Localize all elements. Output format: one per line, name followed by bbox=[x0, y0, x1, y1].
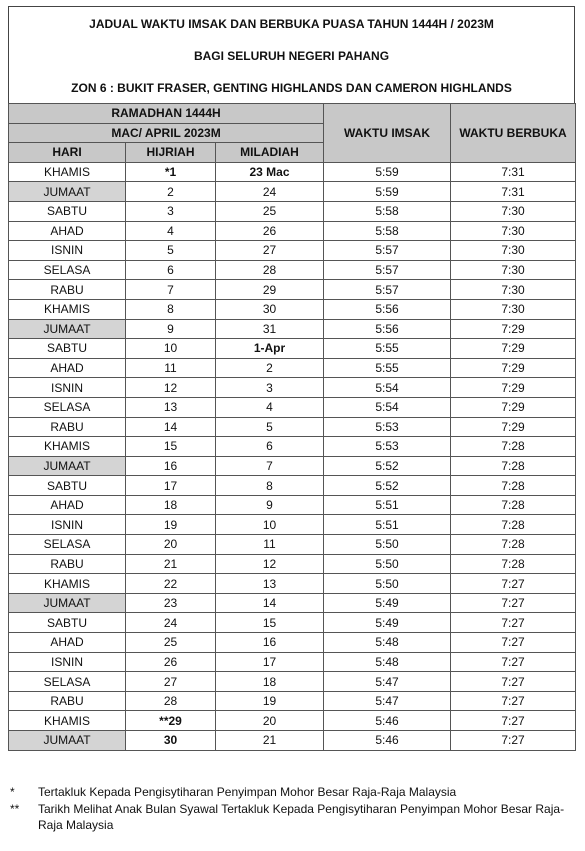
cell-hari: SELASA bbox=[9, 260, 126, 280]
cell-miladiah: 2 bbox=[216, 358, 324, 378]
cell-hijriah: 19 bbox=[126, 515, 216, 535]
title-line-1: JADUAL WAKTU IMSAK DAN BERBUKA PUASA TAHUN 1444H / 2023M bbox=[89, 17, 494, 31]
cell-hijriah: 22 bbox=[126, 574, 216, 594]
cell-miladiah: 15 bbox=[216, 613, 324, 633]
cell-waktu-imsak: 5:59 bbox=[324, 182, 451, 202]
cell-waktu-berbuka: 7:30 bbox=[451, 280, 576, 300]
table-row bbox=[9, 319, 576, 339]
cell-miladiah: 9 bbox=[216, 495, 324, 515]
cell-hijriah: 20 bbox=[126, 535, 216, 555]
cell-waktu-berbuka: 7:29 bbox=[451, 339, 576, 359]
cell-waktu-imsak: 5:52 bbox=[324, 456, 451, 476]
cell-waktu-imsak: 5:51 bbox=[324, 495, 451, 515]
cell-waktu-berbuka: 7:30 bbox=[451, 241, 576, 261]
table-row bbox=[9, 260, 576, 280]
cell-waktu-imsak: 5:53 bbox=[324, 417, 451, 437]
table-row bbox=[9, 574, 576, 594]
title-block bbox=[8, 6, 575, 103]
table-row bbox=[9, 652, 576, 672]
cell-hari: JUMAAT bbox=[9, 182, 126, 202]
cell-hijriah: 2 bbox=[126, 182, 216, 202]
header-month: MAC/ APRIL 2023M bbox=[9, 123, 324, 143]
cell-miladiah: 7 bbox=[216, 456, 324, 476]
footnote-1 bbox=[10, 784, 575, 801]
cell-waktu-berbuka: 7:28 bbox=[451, 437, 576, 457]
cell-waktu-imsak: 5:54 bbox=[324, 378, 451, 398]
cell-waktu-imsak: 5:51 bbox=[324, 515, 451, 535]
table-row bbox=[9, 495, 576, 515]
cell-hijriah: *1 bbox=[126, 162, 216, 182]
cell-miladiah: 17 bbox=[216, 652, 324, 672]
cell-waktu-berbuka: 7:27 bbox=[451, 593, 576, 613]
header-waktu-berbuka: WAKTU BERBUKA bbox=[451, 104, 576, 163]
cell-waktu-imsak: 5:58 bbox=[324, 221, 451, 241]
cell-waktu-berbuka: 7:30 bbox=[451, 221, 576, 241]
table-row bbox=[9, 437, 576, 457]
cell-hijriah: 6 bbox=[126, 260, 216, 280]
cell-hijriah: 5 bbox=[126, 241, 216, 261]
cell-hari: KHAMIS bbox=[9, 162, 126, 182]
cell-hijriah: 16 bbox=[126, 456, 216, 476]
header-hari: HARI bbox=[9, 143, 126, 163]
cell-hijriah: 30 bbox=[126, 731, 216, 751]
cell-waktu-berbuka: 7:28 bbox=[451, 456, 576, 476]
table-row bbox=[9, 339, 576, 359]
cell-hijriah: 28 bbox=[126, 691, 216, 711]
cell-miladiah: 11 bbox=[216, 535, 324, 555]
cell-hijriah: 23 bbox=[126, 593, 216, 613]
cell-hijriah: 13 bbox=[126, 397, 216, 417]
cell-miladiah: 3 bbox=[216, 378, 324, 398]
cell-hari: KHAMIS bbox=[9, 711, 126, 731]
cell-waktu-berbuka: 7:29 bbox=[451, 378, 576, 398]
cell-miladiah: 23 Mac bbox=[216, 162, 324, 182]
cell-waktu-berbuka: 7:31 bbox=[451, 162, 576, 182]
title-line-2: BAGI SELURUH NEGERI PAHANG bbox=[193, 49, 390, 63]
cell-miladiah: 4 bbox=[216, 397, 324, 417]
cell-waktu-imsak: 5:53 bbox=[324, 437, 451, 457]
cell-miladiah: 6 bbox=[216, 437, 324, 457]
cell-waktu-imsak: 5:49 bbox=[324, 593, 451, 613]
cell-waktu-berbuka: 7:28 bbox=[451, 554, 576, 574]
cell-miladiah: 31 bbox=[216, 319, 324, 339]
cell-waktu-berbuka: 7:28 bbox=[451, 535, 576, 555]
cell-miladiah: 27 bbox=[216, 241, 324, 261]
table-body bbox=[9, 162, 576, 750]
cell-waktu-imsak: 5:46 bbox=[324, 731, 451, 751]
cell-waktu-imsak: 5:47 bbox=[324, 672, 451, 692]
cell-miladiah: 19 bbox=[216, 691, 324, 711]
timetable bbox=[8, 103, 576, 751]
cell-waktu-imsak: 5:57 bbox=[324, 280, 451, 300]
cell-waktu-imsak: 5:50 bbox=[324, 535, 451, 555]
cell-hari: SABTU bbox=[9, 201, 126, 221]
cell-waktu-imsak: 5:57 bbox=[324, 260, 451, 280]
cell-waktu-imsak: 5:48 bbox=[324, 633, 451, 653]
cell-hijriah: **29 bbox=[126, 711, 216, 731]
cell-miladiah: 8 bbox=[216, 476, 324, 496]
cell-hijriah: 18 bbox=[126, 495, 216, 515]
cell-hari: AHAD bbox=[9, 358, 126, 378]
cell-waktu-berbuka: 7:29 bbox=[451, 358, 576, 378]
footnote-marker: * bbox=[10, 785, 15, 799]
cell-hijriah: 3 bbox=[126, 201, 216, 221]
cell-miladiah: 30 bbox=[216, 299, 324, 319]
cell-waktu-imsak: 5:54 bbox=[324, 397, 451, 417]
cell-hijriah: 27 bbox=[126, 672, 216, 692]
cell-hari: ISNIN bbox=[9, 652, 126, 672]
cell-waktu-imsak: 5:50 bbox=[324, 574, 451, 594]
cell-hijriah: 15 bbox=[126, 437, 216, 457]
cell-waktu-berbuka: 7:27 bbox=[451, 711, 576, 731]
cell-hijriah: 14 bbox=[126, 417, 216, 437]
cell-hari: RABU bbox=[9, 691, 126, 711]
table-row bbox=[9, 299, 576, 319]
cell-hari: AHAD bbox=[9, 633, 126, 653]
cell-waktu-imsak: 5:59 bbox=[324, 162, 451, 182]
cell-hari: SABTU bbox=[9, 476, 126, 496]
cell-waktu-imsak: 5:57 bbox=[324, 241, 451, 261]
cell-miladiah: 29 bbox=[216, 280, 324, 300]
cell-waktu-berbuka: 7:30 bbox=[451, 299, 576, 319]
table-row bbox=[9, 535, 576, 555]
cell-hari: SABTU bbox=[9, 339, 126, 359]
cell-miladiah: 20 bbox=[216, 711, 324, 731]
cell-miladiah: 18 bbox=[216, 672, 324, 692]
cell-waktu-berbuka: 7:27 bbox=[451, 633, 576, 653]
header-hijriah: HIJRIAH bbox=[126, 143, 216, 163]
cell-hari: KHAMIS bbox=[9, 574, 126, 594]
table-row bbox=[9, 672, 576, 692]
table-row bbox=[9, 397, 576, 417]
table-row bbox=[9, 731, 576, 751]
cell-hijriah: 10 bbox=[126, 339, 216, 359]
cell-waktu-imsak: 5:46 bbox=[324, 711, 451, 731]
cell-miladiah: 10 bbox=[216, 515, 324, 535]
cell-hari: SELASA bbox=[9, 535, 126, 555]
cell-waktu-imsak: 5:48 bbox=[324, 652, 451, 672]
cell-miladiah: 12 bbox=[216, 554, 324, 574]
cell-hari: KHAMIS bbox=[9, 299, 126, 319]
cell-waktu-berbuka: 7:27 bbox=[451, 613, 576, 633]
cell-hari: KHAMIS bbox=[9, 437, 126, 457]
cell-waktu-berbuka: 7:28 bbox=[451, 515, 576, 535]
cell-hijriah: 12 bbox=[126, 378, 216, 398]
cell-hari: AHAD bbox=[9, 221, 126, 241]
cell-miladiah: 1-Apr bbox=[216, 339, 324, 359]
cell-waktu-imsak: 5:56 bbox=[324, 319, 451, 339]
table-row bbox=[9, 162, 576, 182]
cell-hijriah: 24 bbox=[126, 613, 216, 633]
table-row bbox=[9, 241, 576, 261]
header-ramadhan: RAMADHAN 1444H bbox=[9, 104, 324, 124]
cell-hijriah: 26 bbox=[126, 652, 216, 672]
header-waktu-imsak: WAKTU IMSAK bbox=[324, 104, 451, 163]
footnote-marker: ** bbox=[10, 801, 20, 816]
cell-hari: RABU bbox=[9, 417, 126, 437]
table-row bbox=[9, 711, 576, 731]
cell-waktu-berbuka: 7:27 bbox=[451, 672, 576, 692]
cell-hari: RABU bbox=[9, 554, 126, 574]
table-row bbox=[9, 593, 576, 613]
cell-waktu-berbuka: 7:28 bbox=[451, 495, 576, 515]
table-row bbox=[9, 633, 576, 653]
cell-hari: JUMAAT bbox=[9, 593, 126, 613]
table-row bbox=[9, 201, 576, 221]
cell-waktu-berbuka: 7:29 bbox=[451, 319, 576, 339]
cell-waktu-imsak: 5:56 bbox=[324, 299, 451, 319]
cell-miladiah: 16 bbox=[216, 633, 324, 653]
table-row bbox=[9, 221, 576, 241]
cell-waktu-imsak: 5:49 bbox=[324, 613, 451, 633]
timetable-sheet bbox=[8, 6, 575, 751]
cell-miladiah: 21 bbox=[216, 731, 324, 751]
cell-waktu-berbuka: 7:29 bbox=[451, 417, 576, 437]
cell-waktu-berbuka: 7:27 bbox=[451, 691, 576, 711]
cell-hari: ISNIN bbox=[9, 378, 126, 398]
footnotes bbox=[10, 784, 575, 834]
cell-miladiah: 13 bbox=[216, 574, 324, 594]
cell-miladiah: 14 bbox=[216, 593, 324, 613]
table-row bbox=[9, 613, 576, 633]
table-row bbox=[9, 280, 576, 300]
cell-hari: JUMAAT bbox=[9, 456, 126, 476]
cell-miladiah: 25 bbox=[216, 201, 324, 221]
cell-hari: SELASA bbox=[9, 397, 126, 417]
cell-waktu-imsak: 5:58 bbox=[324, 201, 451, 221]
table-row bbox=[9, 417, 576, 437]
footnote-text: Tarikh Melihat Anak Bulan Syawal Tertakluk Kepada Pengisytiharan Penyimpan Mohor Besar Raja-Raja Malaysia bbox=[38, 801, 565, 832]
cell-hijriah: 8 bbox=[126, 299, 216, 319]
cell-hijriah: 11 bbox=[126, 358, 216, 378]
cell-hijriah: 21 bbox=[126, 554, 216, 574]
table-row bbox=[9, 476, 576, 496]
table-row bbox=[9, 515, 576, 535]
cell-hijriah: 4 bbox=[126, 221, 216, 241]
cell-waktu-imsak: 5:52 bbox=[324, 476, 451, 496]
cell-waktu-berbuka: 7:31 bbox=[451, 182, 576, 202]
cell-waktu-imsak: 5:55 bbox=[324, 358, 451, 378]
footnote-2 bbox=[10, 801, 575, 834]
table-row bbox=[9, 554, 576, 574]
table-row bbox=[9, 358, 576, 378]
cell-waktu-imsak: 5:47 bbox=[324, 691, 451, 711]
cell-waktu-berbuka: 7:30 bbox=[451, 201, 576, 221]
cell-hari: SELASA bbox=[9, 672, 126, 692]
cell-miladiah: 28 bbox=[216, 260, 324, 280]
table-row bbox=[9, 456, 576, 476]
cell-miladiah: 26 bbox=[216, 221, 324, 241]
cell-miladiah: 5 bbox=[216, 417, 324, 437]
cell-waktu-imsak: 5:50 bbox=[324, 554, 451, 574]
cell-waktu-berbuka: 7:27 bbox=[451, 731, 576, 751]
cell-hari: SABTU bbox=[9, 613, 126, 633]
cell-waktu-berbuka: 7:27 bbox=[451, 652, 576, 672]
table-row bbox=[9, 378, 576, 398]
cell-waktu-berbuka: 7:30 bbox=[451, 260, 576, 280]
cell-hijriah: 25 bbox=[126, 633, 216, 653]
cell-hijriah: 7 bbox=[126, 280, 216, 300]
cell-hari: JUMAAT bbox=[9, 319, 126, 339]
cell-waktu-imsak: 5:55 bbox=[324, 339, 451, 359]
cell-miladiah: 24 bbox=[216, 182, 324, 202]
cell-waktu-berbuka: 7:27 bbox=[451, 574, 576, 594]
cell-hari: RABU bbox=[9, 280, 126, 300]
cell-hari: JUMAAT bbox=[9, 731, 126, 751]
title-line-3: ZON 6 : BUKIT FRASER, GENTING HIGHLANDS DAN CAMERON HIGHLANDS bbox=[71, 81, 512, 95]
cell-hari: ISNIN bbox=[9, 241, 126, 261]
table-row bbox=[9, 182, 576, 202]
table-row bbox=[9, 691, 576, 711]
cell-hijriah: 17 bbox=[126, 476, 216, 496]
cell-hari: AHAD bbox=[9, 495, 126, 515]
header-miladiah: MILADIAH bbox=[216, 143, 324, 163]
cell-hari: ISNIN bbox=[9, 515, 126, 535]
footnote-text: Tertakluk Kepada Pengisytiharan Penyimpan Mohor Besar Raja-Raja Malaysia bbox=[38, 785, 457, 799]
cell-hijriah: 9 bbox=[126, 319, 216, 339]
cell-waktu-berbuka: 7:29 bbox=[451, 397, 576, 417]
cell-waktu-berbuka: 7:28 bbox=[451, 476, 576, 496]
